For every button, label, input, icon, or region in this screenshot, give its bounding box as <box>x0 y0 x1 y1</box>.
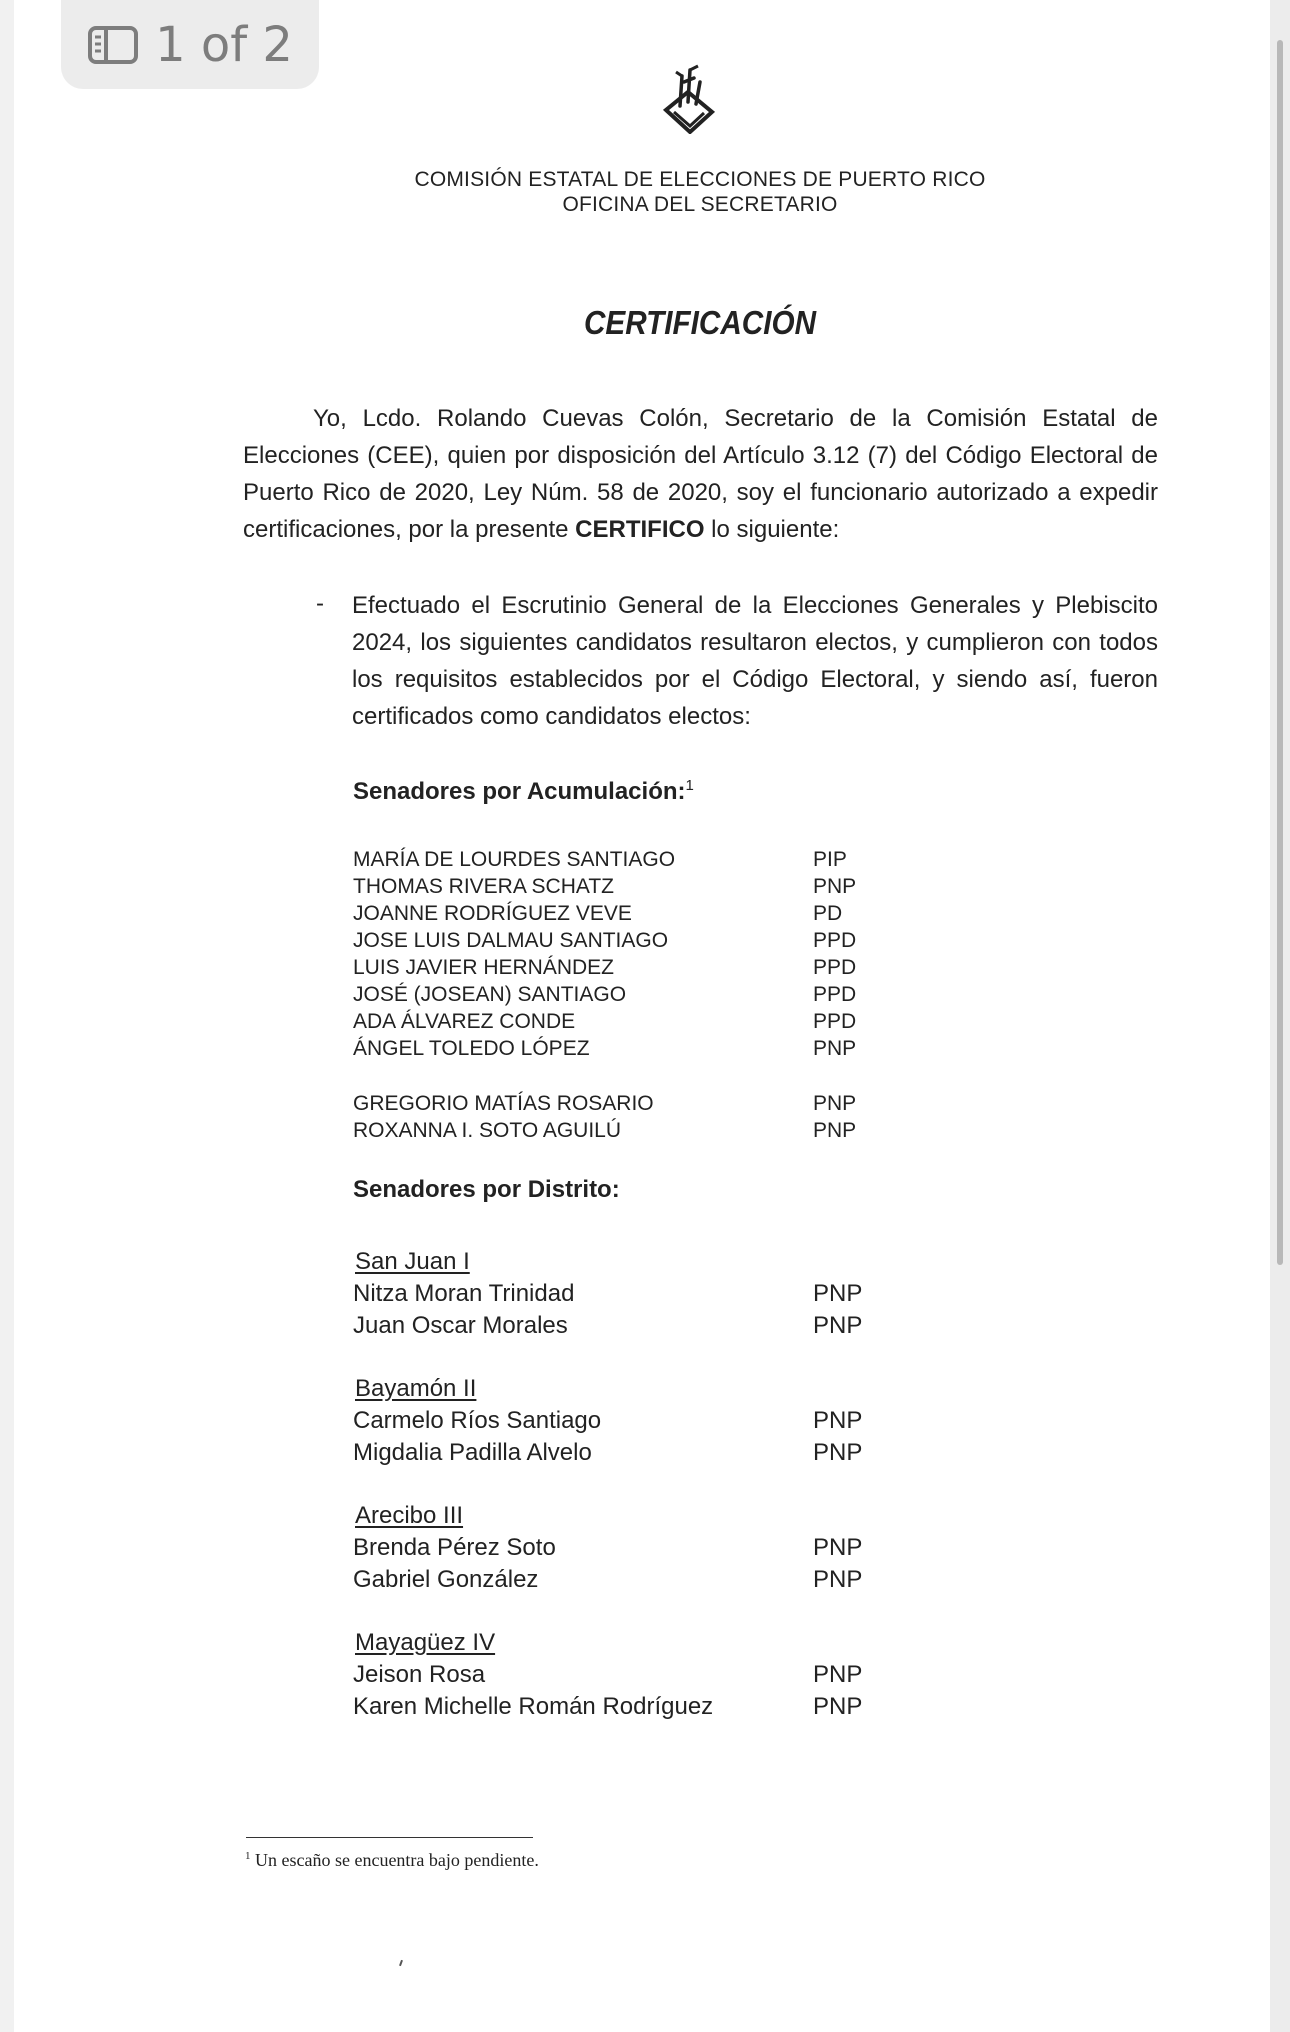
senator-party: PD <box>813 902 843 925</box>
district-senator-party: PNP <box>813 1661 863 1688</box>
district-senator-party: PNP <box>813 1407 863 1434</box>
district-senator-party: PNP <box>813 1439 863 1466</box>
page-indicator-label: 1 of 2 <box>155 16 293 73</box>
senator-party: PPD <box>813 929 857 952</box>
header-office: OFICINA DEL SECRETARIO <box>562 193 838 216</box>
bullet-text: Efectuado el Escrutinio General de la Elecciones Generales y Plebiscito 2024, los siguientes candidatos resultaron electos, y cumplieron con todos los requisitos establecidos por el Código Electoral, y siendo así, fueron certificados como candidatos electos: <box>352 592 1158 730</box>
district-label: Arecibo III <box>355 1502 464 1529</box>
senator-name: LUIS JAVIER HERNÁNDEZ <box>353 956 614 979</box>
senator-party: PNP <box>813 875 857 898</box>
senator-party: PNP <box>813 1037 857 1060</box>
senator-name: JOANNE RODRÍGUEZ VEVE <box>353 902 632 925</box>
intro-text-end: lo siguiente: <box>704 516 840 543</box>
document-title: CERTIFICACIÓN <box>583 304 817 341</box>
intro-text: Yo, Lcdo. Rolando Cuevas Colón, Secretario de la Comisión Estatal de Elecciones (CEE), quien por disposición del Artículo 3.12 (7) del Código Electoral de Puerto Rico de 2020, Ley Núm. 58 de 2020, soy el funcionario autorizado a expedir certificaciones, por la presente <box>243 405 1158 543</box>
footnote-divider <box>246 1837 533 1838</box>
district-senator-name: Juan Oscar Morales <box>353 1312 568 1339</box>
page-indicator[interactable] <box>61 0 319 89</box>
senator-party: PPD <box>813 956 857 979</box>
senator-name: GREGORIO MATÍAS ROSARIO <box>353 1092 654 1115</box>
footnote-text: Un escaño se encuentra bajo pendiente. <box>250 1850 539 1870</box>
senator-name: JOSE LUIS DALMAU SANTIAGO <box>353 929 669 952</box>
senator-party: PIP <box>813 848 847 871</box>
district-senator-name: Migdalia Padilla Alvelo <box>353 1439 592 1466</box>
header-agency: COMISIÓN ESTATAL DE ELECCIONES DE PUERTO RICO <box>414 168 986 191</box>
district-senator-party: PNP <box>813 1312 863 1339</box>
bullet-dash: - <box>316 590 324 617</box>
heading-acumulacion-label: Senadores por Acumulación: <box>353 778 686 805</box>
senator-name: JOSÉ (JOSEAN) SANTIAGO <box>353 983 627 1006</box>
cee-ballot-seal-icon <box>660 62 716 134</box>
district-senator-name: Gabriel González <box>353 1566 539 1593</box>
senator-name: ADA ÁLVAREZ CONDE <box>353 1010 576 1033</box>
senator-party: PNP <box>813 1119 857 1142</box>
senator-name: MARÍA DE LOURDES SANTIAGO <box>353 848 676 871</box>
district-senator-party: PNP <box>813 1280 863 1307</box>
footnote-ref: 1 <box>685 777 694 794</box>
senator-party: PPD <box>813 983 857 1006</box>
district-senator-name: Nitza Moran Trinidad <box>353 1280 575 1307</box>
district-senator-name: Jeison Rosa <box>353 1661 486 1688</box>
district-label: Mayagüez IV <box>355 1629 496 1656</box>
district-senator-party: PNP <box>813 1534 863 1561</box>
footnote-mark: 1 <box>245 1850 251 1862</box>
senator-party: PPD <box>813 1010 857 1033</box>
senator-name: ROXANNA I. SOTO AGUILÚ <box>353 1119 622 1142</box>
intro-paragraph <box>243 400 1158 548</box>
district-senator-name: Carmelo Ríos Santiago <box>353 1407 602 1434</box>
sidebar-icon <box>87 25 139 65</box>
heading-acumulacion <box>353 777 694 806</box>
senator-party: PNP <box>813 1092 857 1115</box>
heading-distrito: Senadores por Distrito: <box>353 1176 620 1203</box>
district-senator-name: Brenda Pérez Soto <box>353 1534 556 1561</box>
district-senator-party: PNP <box>813 1566 863 1593</box>
district-senator-party: PNP <box>813 1693 863 1720</box>
senator-name: ÁNGEL TOLEDO LÓPEZ <box>353 1037 590 1060</box>
intro-certifico: CERTIFICO <box>575 516 705 543</box>
district-label: San Juan I <box>355 1248 470 1275</box>
district-senator-name: Karen Michelle Román Rodríguez <box>353 1693 714 1720</box>
footnote <box>245 1850 539 1871</box>
district-label: Bayamón II <box>355 1375 477 1402</box>
senator-name: THOMAS RIVERA SCHATZ <box>353 875 614 898</box>
scrollbar-thumb[interactable] <box>1277 40 1283 1265</box>
